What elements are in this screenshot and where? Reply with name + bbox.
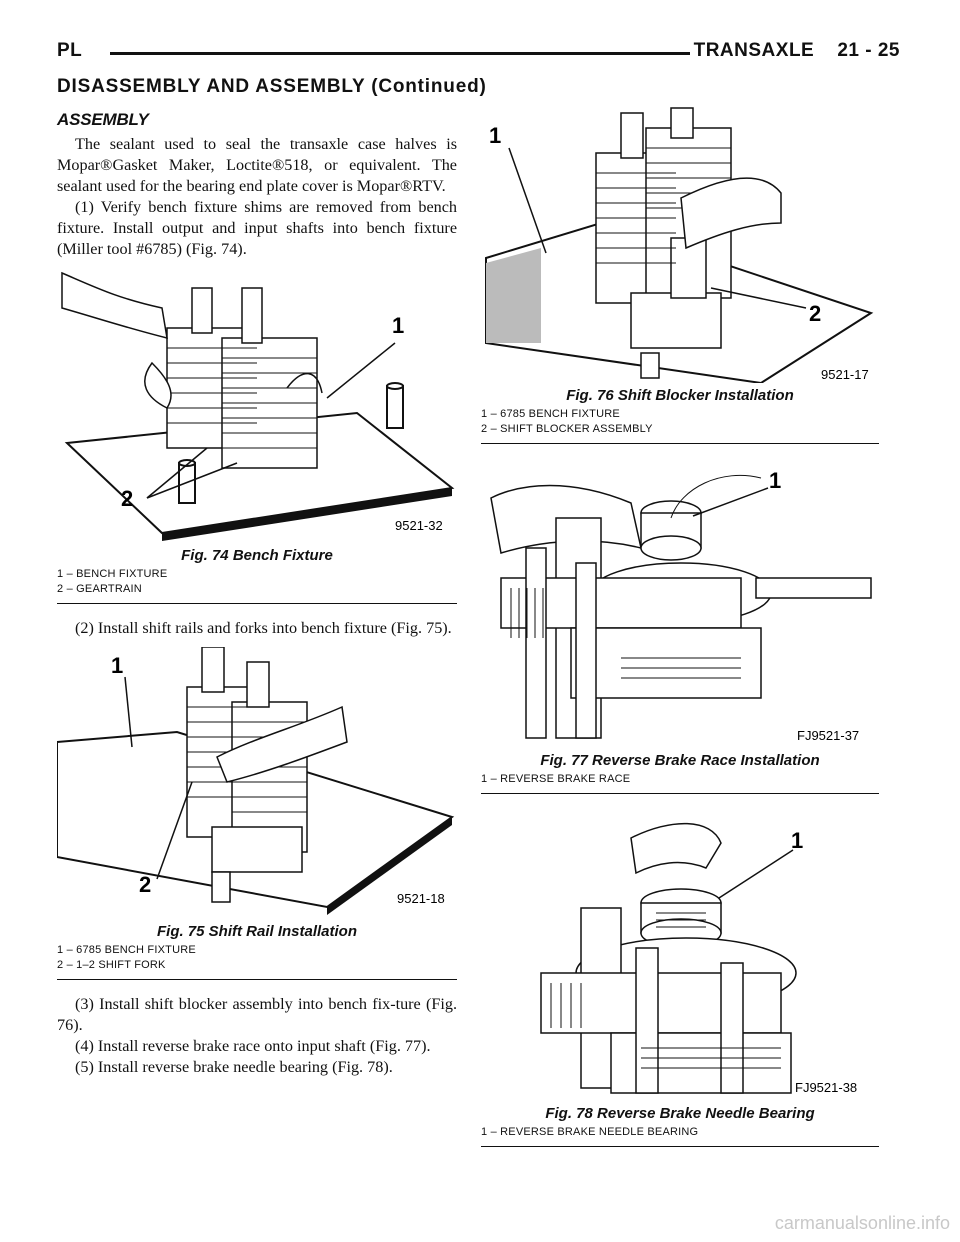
- step-4: (4) Install reverse brake race onto input shaft (Fig. 77).: [75, 1037, 431, 1055]
- fig77-legend-1: 1 – REVERSE BRAKE RACE: [481, 773, 631, 785]
- figure-76: [481, 98, 879, 444]
- fig77-caption: Fig. 77 Reverse Brake Race Installation: [540, 752, 820, 769]
- left-column: [57, 108, 457, 1078]
- fig78-callout-1: 1: [791, 828, 804, 853]
- fig75-illustration: [57, 647, 457, 919]
- fig75-legend-1: 1 – 6785 BENCH FIXTURE: [57, 944, 196, 956]
- fig76-illustration: [481, 98, 879, 383]
- header-section-code: PL: [57, 40, 83, 61]
- fig77-illustration: [481, 458, 879, 748]
- fig75-code: 9521-18: [397, 891, 445, 906]
- fig75-rule: [57, 979, 457, 980]
- fig74-code: 9521-32: [395, 518, 443, 533]
- page-subtitle: DISASSEMBLY AND ASSEMBLY (Continued): [57, 76, 487, 97]
- fig76-legend-2: 2 – SHIFT BLOCKER ASSEMBLY: [481, 423, 653, 435]
- watermark: carmanualsonline.info: [774, 1213, 950, 1233]
- fig78-legend-1: 1 – REVERSE BRAKE NEEDLE BEARING: [481, 1126, 699, 1138]
- fig74-callout-2: 2: [121, 486, 134, 511]
- intro-paragraph: The sealant used to seal the transaxle case halves is Mopar®Gasket Maker, Loctite®518, or equivalent. The sealant used for the bearing end plate cover is Mopar®RTV.: [57, 135, 457, 195]
- fig77-callout-1: 1: [769, 468, 782, 493]
- fig76-callout-1: 1: [489, 123, 502, 148]
- step-5: (5) Install reverse brake needle bearing (Fig. 78).: [75, 1058, 393, 1076]
- fig74-legend-2: 2 – GEARTRAIN: [57, 583, 142, 595]
- fig75-caption: Fig. 75 Shift Rail Installation: [156, 923, 358, 940]
- fig74-legend-1: 1 – BENCH FIXTURE: [57, 568, 168, 580]
- fig75-callout-1: 1: [111, 653, 124, 678]
- step-3: (3) Install shift blocker assembly into bench fix-ture (Fig. 76).: [57, 995, 457, 1034]
- fig74-caption: Fig. 74 Bench Fixture: [181, 547, 333, 564]
- fig78-illustration: [481, 808, 879, 1101]
- figure-78: [481, 808, 879, 1147]
- fig74-callout-1: 1: [392, 313, 405, 338]
- right-column: [481, 98, 879, 1147]
- fig77-code: FJ9521-37: [797, 728, 860, 743]
- figure-74: [57, 268, 457, 604]
- fig74-illustration: [57, 268, 457, 543]
- header-rule: [110, 52, 690, 55]
- step-1: (1) Verify bench fixture shims are removed from bench fixture. Install output and input shafts into bench fixture (Miller tool #6785) (Fig. 74).: [57, 198, 457, 258]
- figure-77: [481, 458, 879, 794]
- fig77-rule: [481, 793, 879, 794]
- fig75-legend-2: 2 – 1–2 SHIFT FORK: [57, 959, 166, 971]
- fig76-callout-2: 2: [809, 301, 822, 326]
- fig76-rule: [481, 443, 879, 444]
- fig78-rule: [481, 1146, 879, 1147]
- fig75-callout-2: 2: [139, 872, 152, 897]
- section-title: ASSEMBLY: [57, 110, 149, 129]
- fig74-rule: [57, 603, 457, 604]
- fig76-legend-1: 1 – 6785 BENCH FIXTURE: [481, 408, 620, 420]
- fig78-code: FJ9521-38: [795, 1080, 858, 1095]
- fig76-code: 9521-17: [821, 367, 869, 382]
- fig78-caption: Fig. 78 Reverse Brake Needle Bearing: [545, 1105, 815, 1122]
- fig76-caption: Fig. 76 Shift Blocker Installation: [566, 387, 794, 404]
- figure-75: [57, 647, 457, 980]
- step-2: (2) Install shift rails and forks into bench fixture (Fig. 75).: [75, 619, 452, 637]
- header-page-ref: TRANSAXLE 21 - 25: [693, 40, 900, 61]
